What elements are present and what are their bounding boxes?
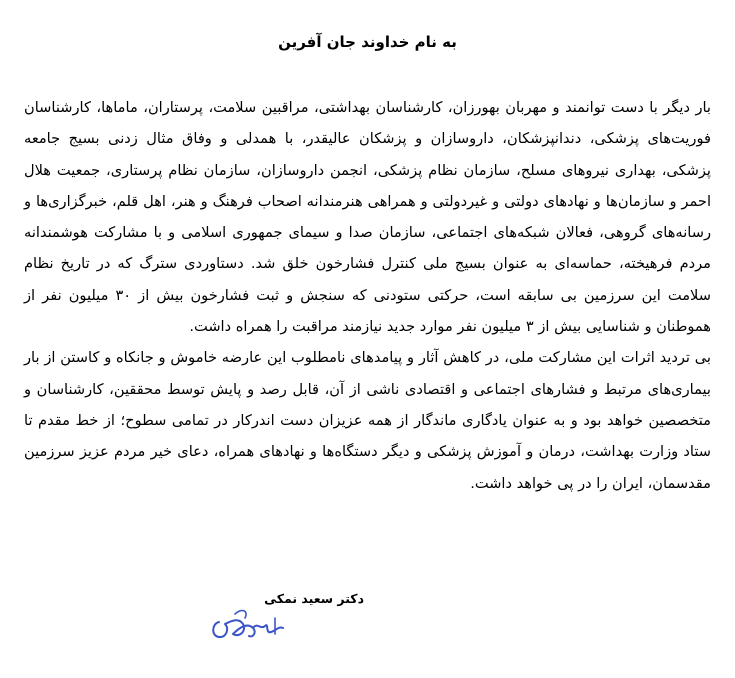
handwritten-signature [205,600,295,646]
body-paragraph-2: بی تردید اثرات این مشارکت ملی، در کاهش آثار و پیامدهای نامطلوب این عارضه خاموش و جانکاه و کاستن از بار بیماری‌های مرتبط و فشارهای اجتماعی و اقتصادی ناشی از آن، قابل رصد و پایش توسط محققین، کارشناسان و متخصصین خواهد بود و به عنوان یادگاری ماندگار از همه عزیزان دست اندرکار در تمامی سطوح؛ از خط مقدم تا ستاد وزارت بهداشت، درمان و آموزش پزشکی و دیگر دستگاه‌ها و نهادهای همراه، دعای خیر مردم عزیز سرزمین مقدسمان، ایران را در پی خواهد داشت. [24,349,711,492]
letter-body [24,92,711,499]
signer-name: دکتر سعید نمکی [264,591,364,606]
body-paragraph-1: بار دیگر با دست توانمند و مهربان بهورزان، کارشناسان بهداشتی، مراقبین سلامت، پرستاران، ماماها، کارشناسان فوریت‌های پزشکی، دندانپزشکان، داروسازان و پزشکان عالیقدر، با همدلی و وفاق مثال زدنی بسیج جامعه پزشکی، بهداری نیروهای مسلح، سازمان نظام پزشکی، انجمن داروسازان، سازمان نظام پرستاری، جمعیت هلال احمر و سازمان‌ها و نهادهای دولتی و غیردولتی و همراهی هنرمندانه اصحاب فرهنگ و هنر، اهل قلم، خبرگزاری‌ها و رسانه‌های گروهی، فعالان شبکه‌های اجتماعی، سازمان صدا و سیمای جمهوری اسلامی و با مشارکت هوشمندانه مردم فرهیخته، حماسه‌ای به عنوان بسیج ملی کنترل فشارخون خلق شد. دستاوردی سترگ که در تاریخ نظام سلامت این سرزمین بی سابقه است، حرکتی ستودنی که سنجش و ثبت فشارخون بیش از ۳۰ میلیون نفر از هموطنان و شناسایی بیش از ۳ میلیون نفر موارد جدید نیازمند مراقبت را همراه داشت. [24,99,711,336]
letter-heading: به نام خداوند جان آفرین [278,33,457,51]
